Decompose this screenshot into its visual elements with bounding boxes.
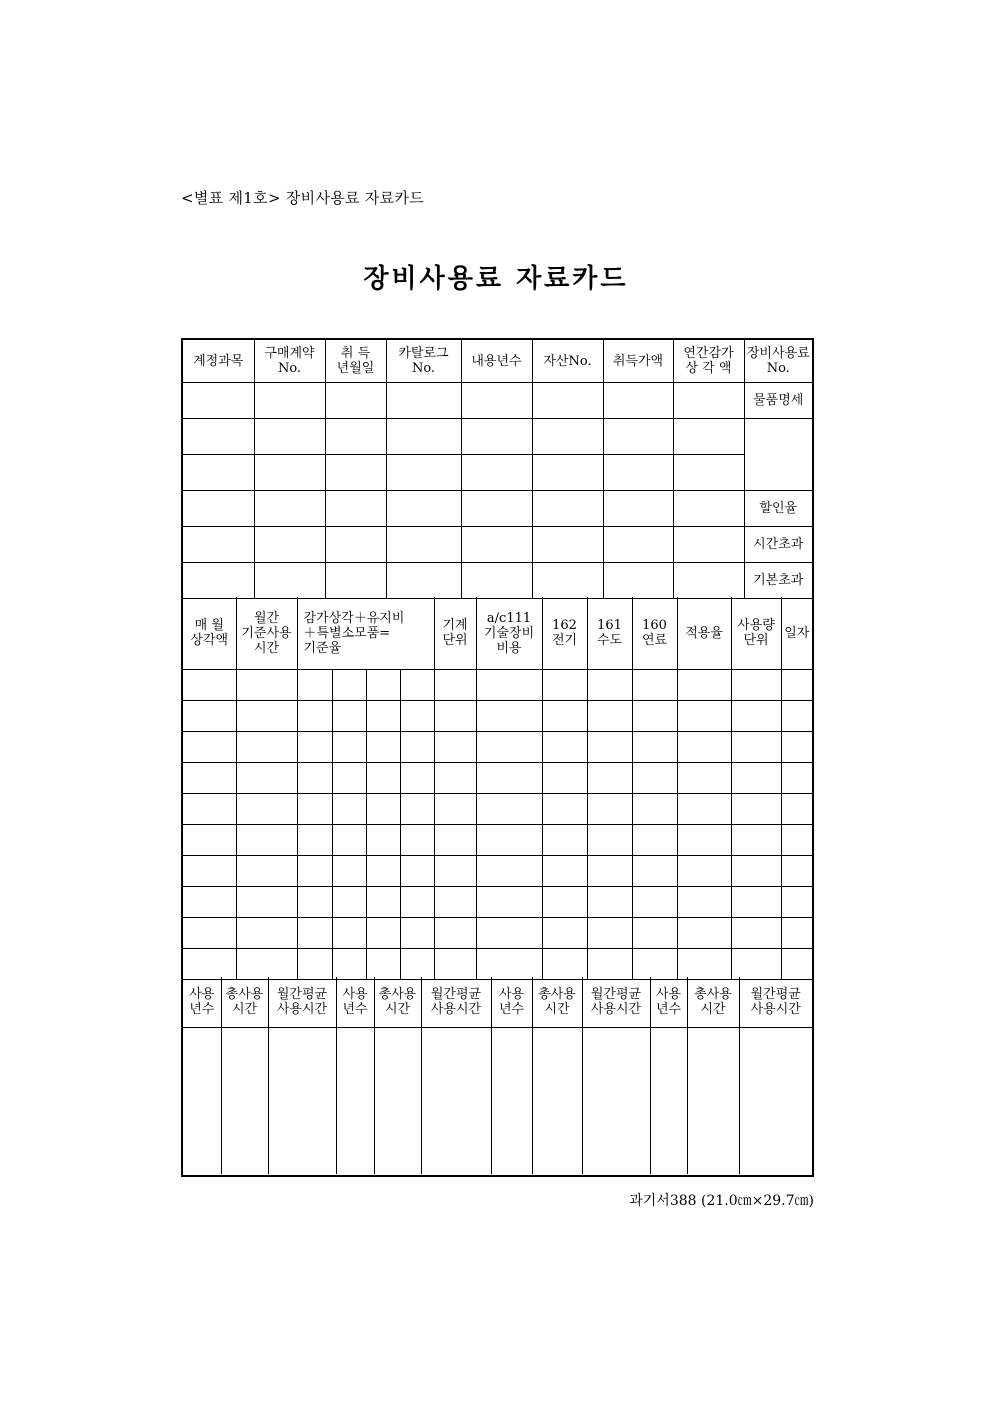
input-cell[interactable]: [542, 949, 587, 980]
table-row: [183, 887, 812, 918]
input-cell[interactable]: [332, 949, 366, 980]
input-cell[interactable]: [325, 383, 386, 419]
input-cell[interactable]: [297, 732, 332, 763]
input-cell[interactable]: [632, 856, 677, 887]
input-cell[interactable]: [434, 825, 476, 856]
input-cell[interactable]: [434, 670, 476, 701]
input-cell[interactable]: [332, 856, 366, 887]
input-cell[interactable]: [781, 825, 812, 856]
input-cell[interactable]: [332, 670, 366, 701]
input-cell[interactable]: [325, 527, 386, 563]
equipment-fee-card-form: [181, 338, 814, 1177]
header-total-usage-time: 총사용 시간: [221, 977, 268, 1028]
input-cell[interactable]: [781, 701, 812, 732]
input-cell[interactable]: [236, 794, 297, 825]
input-cell[interactable]: [183, 701, 236, 732]
input-cell[interactable]: [542, 794, 587, 825]
input-cell[interactable]: [400, 949, 434, 980]
input-cell[interactable]: [687, 1028, 739, 1175]
input-cell[interactable]: [183, 887, 236, 918]
table-row: [183, 701, 812, 732]
input-cell[interactable]: [731, 794, 781, 825]
input-cell[interactable]: [781, 670, 812, 701]
input-cell[interactable]: [254, 491, 325, 527]
input-cell[interactable]: [400, 918, 434, 949]
input-cell[interactable]: [366, 701, 400, 732]
header-monthly-avg-usage-time: 월간평균 사용시간: [421, 977, 491, 1028]
input-cell[interactable]: [476, 918, 542, 949]
input-cell[interactable]: [183, 1028, 221, 1175]
input-cell[interactable]: [582, 1028, 650, 1175]
header-fuel: 160 연료: [632, 597, 677, 670]
input-cell[interactable]: [476, 856, 542, 887]
input-cell[interactable]: [236, 918, 297, 949]
input-cell[interactable]: [603, 455, 673, 491]
table-row: [183, 1028, 812, 1175]
input-cell[interactable]: [476, 732, 542, 763]
input-cell[interactable]: [587, 887, 632, 918]
input-cell[interactable]: [434, 887, 476, 918]
input-cell[interactable]: [632, 763, 677, 794]
input-cell[interactable]: [254, 419, 325, 455]
input-cell[interactable]: [386, 527, 461, 563]
input-cell[interactable]: [677, 825, 731, 856]
header-usage-unit: 사용량 단위: [731, 597, 781, 670]
input-cell[interactable]: [476, 701, 542, 732]
input-cell[interactable]: [532, 1028, 582, 1175]
input-cell[interactable]: [400, 825, 434, 856]
header-acquisition-cost: 취득가액: [603, 340, 673, 383]
input-cell[interactable]: [603, 491, 673, 527]
input-cell[interactable]: [731, 949, 781, 980]
table-row: [183, 455, 812, 491]
table-row: [183, 383, 812, 419]
table-row: [183, 763, 812, 794]
input-cell[interactable]: [632, 825, 677, 856]
input-cell[interactable]: [650, 1028, 687, 1175]
input-cell[interactable]: [632, 794, 677, 825]
input-cell[interactable]: [677, 887, 731, 918]
input-cell[interactable]: [386, 383, 461, 419]
input-cell[interactable]: [183, 918, 236, 949]
input-cell[interactable]: [332, 887, 366, 918]
input-cell[interactable]: [731, 918, 781, 949]
input-cell[interactable]: [400, 856, 434, 887]
input-cell[interactable]: [673, 383, 744, 419]
input-cell[interactable]: [434, 701, 476, 732]
input-cell[interactable]: [297, 949, 332, 980]
input-cell[interactable]: [386, 419, 461, 455]
header-technical-equipment-cost: a/c111 기술장비 비용: [476, 597, 542, 670]
input-cell[interactable]: [532, 455, 603, 491]
input-cell[interactable]: [677, 763, 731, 794]
input-cell[interactable]: [183, 794, 236, 825]
header-usage-years: 사용 년수: [491, 977, 532, 1028]
input-cell[interactable]: [236, 949, 297, 980]
input-cell[interactable]: [781, 732, 812, 763]
header-equipment-fee-no: 장비사용료 No.: [744, 340, 812, 383]
table-row: [183, 825, 812, 856]
input-cell[interactable]: [366, 732, 400, 763]
input-cell[interactable]: [434, 949, 476, 980]
header-purchase-contract-no: 구매계약 No.: [254, 340, 325, 383]
input-cell[interactable]: [236, 763, 297, 794]
input-cell[interactable]: [386, 455, 461, 491]
input-cell[interactable]: [400, 701, 434, 732]
input-cell[interactable]: [677, 670, 731, 701]
input-cell[interactable]: [183, 670, 236, 701]
header-annual-depreciation: 연간감가 상 각 액: [673, 340, 744, 383]
input-cell[interactable]: [236, 856, 297, 887]
input-cell[interactable]: [491, 1028, 532, 1175]
input-cell[interactable]: [781, 949, 812, 980]
input-cell[interactable]: [221, 1028, 268, 1175]
header-usage-years: 사용 년수: [183, 977, 221, 1028]
input-cell[interactable]: [781, 887, 812, 918]
input-cell[interactable]: [587, 794, 632, 825]
input-cell[interactable]: [236, 732, 297, 763]
input-cell[interactable]: [731, 701, 781, 732]
input-cell[interactable]: [325, 419, 386, 455]
input-cell[interactable]: [297, 701, 332, 732]
input-cell[interactable]: [731, 763, 781, 794]
input-cell[interactable]: [254, 563, 325, 599]
input-cell[interactable]: [183, 732, 236, 763]
input-cell[interactable]: [236, 825, 297, 856]
input-cell[interactable]: [268, 1028, 336, 1175]
input-cell[interactable]: [677, 918, 731, 949]
input-cell[interactable]: [542, 887, 587, 918]
input-cell[interactable]: [542, 825, 587, 856]
input-cell[interactable]: [366, 887, 400, 918]
input-cell[interactable]: [236, 701, 297, 732]
header-account-subject: 계정과목: [183, 340, 254, 383]
input-cell[interactable]: [542, 918, 587, 949]
input-cell[interactable]: [336, 1028, 374, 1175]
input-cell[interactable]: [400, 732, 434, 763]
input-cell[interactable]: [183, 949, 236, 980]
input-cell[interactable]: [476, 949, 542, 980]
header-asset-no: 자산No.: [532, 340, 603, 383]
input-cell[interactable]: [366, 670, 400, 701]
input-cell[interactable]: [366, 825, 400, 856]
table-row: [183, 794, 812, 825]
input-cell[interactable]: [476, 763, 542, 794]
usage-summary-table: [183, 977, 812, 1174]
table-row: [183, 918, 812, 949]
input-cell[interactable]: [297, 825, 332, 856]
item-spec-field[interactable]: [744, 419, 812, 491]
input-cell[interactable]: [673, 455, 744, 491]
input-cell[interactable]: [673, 491, 744, 527]
input-cell[interactable]: [587, 701, 632, 732]
input-cell[interactable]: [731, 825, 781, 856]
input-cell[interactable]: [236, 887, 297, 918]
form-title: 장비사용료 자료카드: [363, 264, 629, 294]
input-cell[interactable]: [366, 918, 400, 949]
label-base-overage: 기본초과: [744, 563, 812, 599]
input-cell[interactable]: [587, 918, 632, 949]
input-cell[interactable]: [183, 563, 254, 599]
input-cell[interactable]: [434, 856, 476, 887]
input-cell[interactable]: [603, 527, 673, 563]
input-cell[interactable]: [781, 763, 812, 794]
input-cell[interactable]: [400, 763, 434, 794]
input-cell[interactable]: [325, 455, 386, 491]
input-cell[interactable]: [434, 794, 476, 825]
input-cell[interactable]: [587, 825, 632, 856]
rate-calculation-table: [183, 597, 812, 980]
input-cell[interactable]: [587, 763, 632, 794]
input-cell[interactable]: [781, 794, 812, 825]
header-date: 일자: [781, 597, 812, 670]
input-cell[interactable]: [461, 563, 532, 599]
input-cell[interactable]: [461, 527, 532, 563]
header-applied-rate: 적용율: [677, 597, 731, 670]
input-cell[interactable]: [254, 455, 325, 491]
input-cell[interactable]: [366, 794, 400, 825]
input-cell[interactable]: [461, 491, 532, 527]
input-cell[interactable]: [542, 670, 587, 701]
header-monthly-avg-usage-time: 월간평균 사용시간: [268, 977, 336, 1028]
input-cell[interactable]: [183, 455, 254, 491]
input-cell[interactable]: [677, 949, 731, 980]
input-cell[interactable]: [434, 763, 476, 794]
input-cell[interactable]: [603, 563, 673, 599]
input-cell[interactable]: [673, 527, 744, 563]
input-cell[interactable]: [297, 887, 332, 918]
input-cell[interactable]: [386, 491, 461, 527]
input-cell[interactable]: [366, 763, 400, 794]
input-cell[interactable]: [542, 732, 587, 763]
header-water: 161 수도: [587, 597, 632, 670]
table-row: [183, 856, 812, 887]
form-caption: <별표 제1호> 장비사용료 자료카드: [181, 189, 425, 207]
input-cell[interactable]: [332, 701, 366, 732]
header-base-rate-formula: 감가상각＋유지비 ＋특별소모품= 기준율: [297, 597, 434, 670]
input-cell[interactable]: [236, 670, 297, 701]
table-row: [183, 732, 812, 763]
form-code-footer: 과기서388 (21.0㎝×29.7㎝): [629, 1193, 814, 1209]
header-usage-years: 사용 년수: [336, 977, 374, 1028]
header-catalog-no: 카탈로그 No.: [386, 340, 461, 383]
table-row: [183, 527, 812, 563]
input-cell[interactable]: [632, 949, 677, 980]
input-cell[interactable]: [325, 563, 386, 599]
input-cell[interactable]: [677, 794, 731, 825]
input-cell[interactable]: [421, 1028, 491, 1175]
label-discount-rate: 할인율: [744, 491, 812, 527]
input-cell[interactable]: [739, 1028, 812, 1175]
input-cell[interactable]: [332, 763, 366, 794]
input-cell[interactable]: [632, 732, 677, 763]
input-cell[interactable]: [332, 918, 366, 949]
table-row: [183, 949, 812, 980]
label-overtime: 시간초과: [744, 527, 812, 563]
input-cell[interactable]: [297, 670, 332, 701]
input-cell[interactable]: [297, 856, 332, 887]
input-cell[interactable]: [461, 419, 532, 455]
header-machine-unit: 기계 단위: [434, 597, 476, 670]
input-cell[interactable]: [632, 701, 677, 732]
input-cell[interactable]: [183, 491, 254, 527]
input-cell[interactable]: [677, 732, 731, 763]
input-cell[interactable]: [781, 918, 812, 949]
input-cell[interactable]: [532, 491, 603, 527]
input-cell[interactable]: [297, 918, 332, 949]
input-cell[interactable]: [603, 419, 673, 455]
input-cell[interactable]: [632, 670, 677, 701]
header-acquisition-date: 취 득 년월일: [325, 340, 386, 383]
asset-info-table: [183, 340, 812, 599]
input-cell[interactable]: [673, 563, 744, 599]
input-cell[interactable]: [673, 419, 744, 455]
input-cell[interactable]: [542, 701, 587, 732]
input-cell[interactable]: [366, 949, 400, 980]
input-cell[interactable]: [532, 563, 603, 599]
input-cell[interactable]: [400, 670, 434, 701]
input-cell[interactable]: [374, 1028, 421, 1175]
input-cell[interactable]: [297, 763, 332, 794]
input-cell[interactable]: [632, 918, 677, 949]
input-cell[interactable]: [603, 383, 673, 419]
input-cell[interactable]: [532, 419, 603, 455]
header-total-usage-time: 총사용 시간: [687, 977, 739, 1028]
input-cell[interactable]: [476, 670, 542, 701]
input-cell[interactable]: [587, 670, 632, 701]
input-cell[interactable]: [332, 794, 366, 825]
input-cell[interactable]: [183, 527, 254, 563]
input-cell[interactable]: [677, 856, 731, 887]
input-cell[interactable]: [781, 856, 812, 887]
input-cell[interactable]: [731, 670, 781, 701]
input-cell[interactable]: [461, 455, 532, 491]
header-monthly-depreciation: 매 월 상각액: [183, 597, 236, 670]
input-cell[interactable]: [386, 563, 461, 599]
header-total-usage-time: 총사용 시간: [374, 977, 421, 1028]
input-cell[interactable]: [400, 794, 434, 825]
input-cell[interactable]: [297, 794, 332, 825]
header-monthly-base-usage-time: 월간 기준사용 시간: [236, 597, 297, 670]
input-cell[interactable]: [434, 732, 476, 763]
input-cell[interactable]: [542, 856, 587, 887]
header-electricity: 162 전기: [542, 597, 587, 670]
input-cell[interactable]: [476, 794, 542, 825]
table-row: [183, 563, 812, 599]
input-cell[interactable]: [366, 856, 400, 887]
input-cell[interactable]: [476, 887, 542, 918]
input-cell[interactable]: [731, 856, 781, 887]
input-cell[interactable]: [532, 527, 603, 563]
input-cell[interactable]: [587, 949, 632, 980]
label-item-spec: 물품명세: [744, 383, 812, 419]
input-cell[interactable]: [332, 732, 366, 763]
input-cell[interactable]: [183, 383, 254, 419]
input-cell[interactable]: [532, 383, 603, 419]
header-useful-life: 내용년수: [461, 340, 532, 383]
input-cell[interactable]: [183, 856, 236, 887]
input-cell[interactable]: [587, 856, 632, 887]
input-cell[interactable]: [731, 887, 781, 918]
table-row: [183, 670, 812, 701]
input-cell[interactable]: [400, 887, 434, 918]
input-cell[interactable]: [542, 763, 587, 794]
header-usage-years: 사용 년수: [650, 977, 687, 1028]
input-cell[interactable]: [434, 918, 476, 949]
input-cell[interactable]: [677, 701, 731, 732]
input-cell[interactable]: [183, 419, 254, 455]
input-cell[interactable]: [632, 887, 677, 918]
input-cell[interactable]: [254, 527, 325, 563]
input-cell[interactable]: [325, 491, 386, 527]
input-cell[interactable]: [183, 825, 236, 856]
header-total-usage-time: 총사용 시간: [532, 977, 582, 1028]
header-monthly-avg-usage-time: 월간평균 사용시간: [739, 977, 812, 1028]
input-cell[interactable]: [461, 383, 532, 419]
input-cell[interactable]: [731, 732, 781, 763]
input-cell[interactable]: [254, 383, 325, 419]
input-cell[interactable]: [183, 763, 236, 794]
input-cell[interactable]: [476, 825, 542, 856]
table-row: [183, 419, 812, 455]
table-row: [183, 491, 812, 527]
input-cell[interactable]: [587, 732, 632, 763]
header-monthly-avg-usage-time: 월간평균 사용시간: [582, 977, 650, 1028]
input-cell[interactable]: [332, 825, 366, 856]
